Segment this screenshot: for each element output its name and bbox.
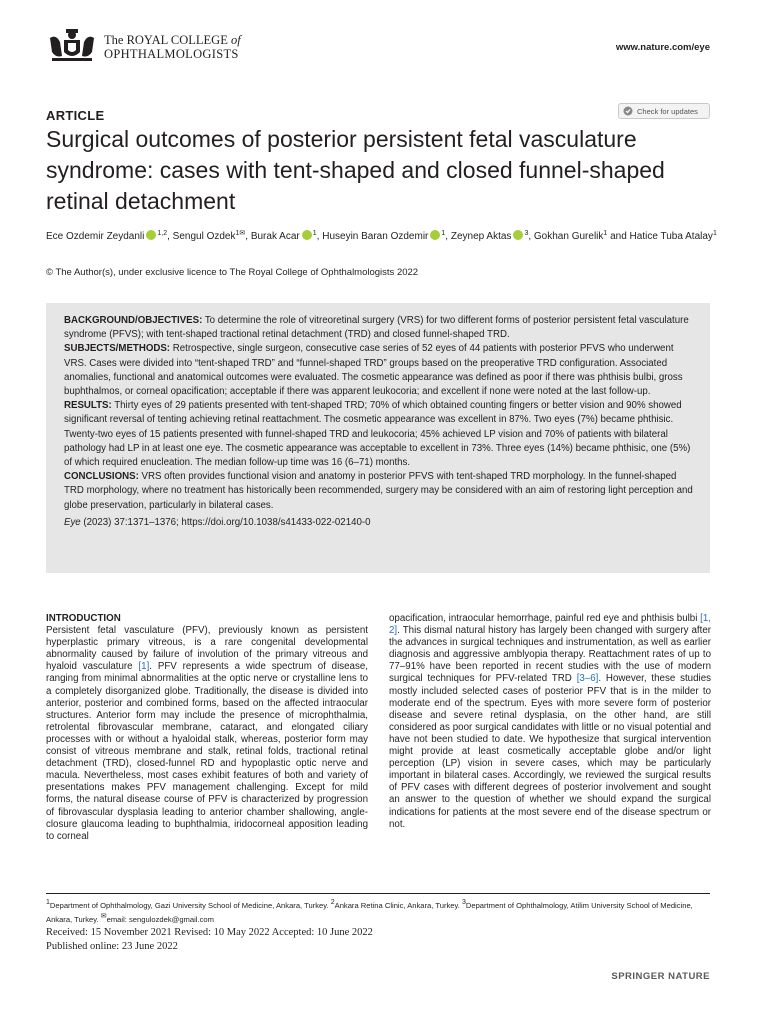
intro-paragraph-2: opacification, intraocular hemorrhage, painful red eye and phthisis bulbi [1, 2]. This dismal natural history has largely been changed with surgery after the advances in surgical techniques and instrumentation, as well as earlier diagnosis and aggressive amblyopia therapy. Reattachment rates of up to 77–91% have been reported in recent studies with the use of modern surgical techniques for PFV-related TRD [3–6]. However, these studies mostly included selected cases of posterior PFV that is in the milder to moderate end of the spectrum. Eyes with more severe form of posterior disease and severe retinal dysplasia, on the other hand, are still considered as poor surgical candidates with little or no visual potential and have not been studied to date. We hypothesize that surgical intervention might provide at least cosmetically acceptable globe and/or light perception (LP) vision in severe cases, which may be particularly important in bilateral cases. Accordingly, we reviewed the surgical results of PFV cases with different degrees of posterior involvement and sought an answer to the question of whether we should expand the surgical indications for patients at the most severe end of the disease spectrum or not. [389,613,711,830]
body-column-right [389,613,711,831]
author-affiliation-sup: 1 [441,230,446,237]
check-updates-label: Check for updates [637,106,698,116]
author-affiliation-sup: 1 [603,230,608,237]
society-name-line2: OPHTHALMOLOGISTS [104,47,239,61]
check-updates-icon [623,106,633,116]
author-name[interactable]: Huseyin Baran Ozdemir [322,231,429,242]
author-separator: , [167,231,173,242]
author-affiliation-sup: 3 [524,230,529,237]
introduction-heading: INTRODUCTION [46,613,121,624]
society-logo [46,28,241,66]
abstract-box [46,303,710,573]
publication-dates [46,926,373,953]
abstract-background: BACKGROUND/OBJECTIVES: To determine the role of vitreoretinal surgery (VRS) for two different forms of posterior persistent fetal vasculature syndrome (PFVS); with tent-shaped tractional retinal detachment (TRD) and closed funnel-shaped TRD. [64,315,689,341]
check-for-updates-button[interactable] [618,103,710,119]
author-name[interactable]: Ece Ozdemir Zeydanli [46,231,145,242]
citation-line: Eye (2023) 37:1371–1376; https://doi.org/10.1038/s41433-022-02140-0 [64,516,371,528]
reference-link[interactable]: [1, 2] [389,613,711,637]
author-name[interactable]: Gokhan Gurelik [533,231,604,242]
author-affiliation-sup: 1,2 [157,230,168,237]
author-separator: , [445,231,451,242]
author-affiliation-sup: 1 [712,230,717,237]
article-title: Surgical outcomes of posterior persistent fetal vasculature syndrome: cases with tent-shaped and closed funnel-shaped retinal detachment [46,126,665,214]
reference-link[interactable]: [3–6] [576,673,599,685]
copyright-notice: © The Author(s), under exclusive licence to The Royal College of Ophthalmologists 2022 [46,267,419,278]
abstract-conclusions: CONCLUSIONS: VRS often provides functional vision and anatomy in posterior PFVS with tent-shaped TRD morphology. In the funnel-shaped TRD morphology, where no treatment has historically been recommended, surgery may be considered with an aim of restoring light perception and globe preservation, particularly in bilateral cases. [64,471,693,511]
received-dates: Received: 15 November 2021 Revised: 10 May 2022 Accepted: 10 June 2022 [46,927,373,938]
abstract-results: RESULTS: Thirty eyes of 29 patients presented with tent-shaped TRD; 70% of which obtained counting fingers or better vision and 90% showed significant reversal of tenting achieving retinal reattachment. The cosmetic appearance was excellent in 87%. Two eyes (7%) became phthisic. Twenty-two eyes of 15 patients presented with funnel-shaped TRD and leukocoria; 45% achieved LP vision and 70% of patients with bilateral pathology had LP in at least one eye. The cosmetic appearance was acceptable to excellent in 73%. Three eyes (14%) became phthisic, one (5%) of which required enucleation. The median follow-up time was 16 (6–71) months. [64,400,691,469]
author-separator: , [316,231,323,242]
publisher-logo: SPRINGER NATURE [611,971,710,982]
author-name[interactable]: Burak Acar [250,231,300,242]
reference-link[interactable]: [1] [138,661,150,673]
coat-of-arms-icon [46,28,98,64]
journal-url-link[interactable]: www.nature.com/eye [615,42,710,53]
affiliations-footnote: 1Department of Ophthalmology, Gazi University School of Medicine, Ankara, Turkey. 2Ankara Retina Clinic, Ankara, Turkey. 3Department of Ophthalmology, Atilim University School of Medicine, Ankara, Turkey. ✉email: sengulozdek@gmail.com [46,899,693,924]
article-type-label: ARTICLE [46,108,105,123]
orcid-icon[interactable] [513,230,523,240]
intro-paragraph-1: Persistent fetal vasculature (PFV), previously known as persistent hyperplastic primary vitreous, is a rare congenital developmental abnormality caused by failure of involution of the primary vitreous and hyaloid vasculature [1]. PFV represents a wide spectrum of disease, ranging from minimal abnormalities at the optic nerve or crystalline lens to a completely disorganized globe. Traditionally, the disease is divided into anterior, posterior and combined forms, based on the affected intraocular structures. Anterior form may include the presence of microphthalmia, retrolental fibrovascular membrane, cataract, and elongated ciliary processes with or without a hyaloidal stalk, whereas, posterior form may consist of vitreous membrane and stalk, retinal folds, tractional retinal detachment (TRD), closed-funnel RD and hypoplastic optic nerve and macula. Nevertheless, most cases exhibit features of both and variety of presentations makes PFV management challenging. Except for mild forms, the natural disease course of PFV is characterized by progression of fibrovascular dysplasia leading to anterior chamber shallowing, angle-closure glaucoma leading to buphthalmia, iridocorneal apposition leading to corneal [46,625,368,842]
body-column-left [46,613,368,843]
author-separator: , [245,231,251,242]
author-separator: , [528,231,534,242]
society-name-line1: The ROYAL COLLEGE of [104,33,241,47]
email-link[interactable]: email: sengulozdek@gmail.com [106,915,214,924]
orcid-icon[interactable] [146,230,156,240]
author-name[interactable]: Hatice Tuba Atalay [629,231,713,242]
author-affiliation-sup: 1✉ [235,230,246,237]
author-affiliation-sup: 1 [312,230,317,237]
author-name[interactable]: Zeynep Aktas [450,231,512,242]
author-name[interactable]: Sengul Ozdek [172,231,236,242]
published-online-date: Published online: 23 June 2022 [46,940,178,952]
abstract-methods: SUBJECTS/METHODS: Retrospective, single surgeon, consecutive case series of 52 eyes of 44 patients with posterior PFVS who underwent VRS. Cases were divided into “tent-shaped TRD” and “funnel-shaped TRD” groups based on the preoperative TRD configuration. Associated anomalies, functional and anatomical outcomes were evaluated. The cosmetic appearance was defined as poor if there was phthisis bulbi, gross buphthalmos, or corneal opacification; acceptable if there was apparent leukocoria; and excellent if none were noted at the last follow-up. [64,343,683,398]
orcid-icon[interactable] [430,230,440,240]
author-separator: and [607,231,630,242]
orcid-icon[interactable] [302,230,312,240]
author-list [46,226,726,245]
footnote-divider [46,893,710,894]
